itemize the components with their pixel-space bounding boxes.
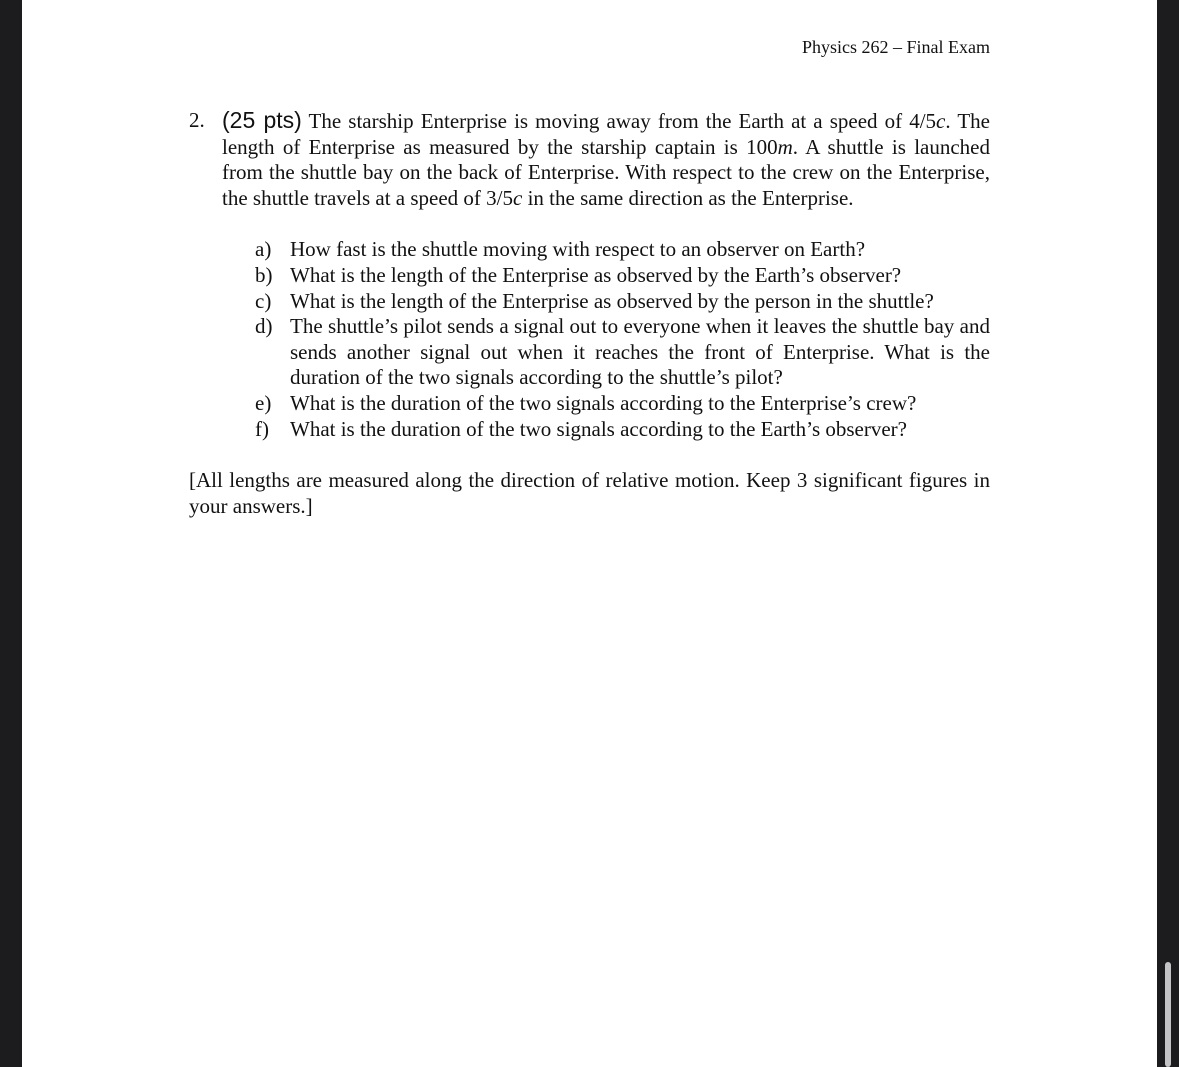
problem-points: (25 pts) xyxy=(222,107,302,133)
problem-note: [All lengths are measured along the direction of relative motion. Keep 3 significant figures in your answers.] xyxy=(189,468,990,518)
speed-unit-c: c xyxy=(936,109,946,133)
length-unit-m: m xyxy=(777,134,793,159)
sub-question-e xyxy=(255,391,990,417)
sub-question-label: a) xyxy=(255,237,272,262)
sub-question-text: What is the duration of the two signals according to the Enterprise’s crew? xyxy=(290,390,917,415)
vertical-scrollbar[interactable] xyxy=(1165,962,1171,1067)
sub-question-label: b) xyxy=(255,262,273,287)
sub-question-text: The shuttle’s pilot sends a signal out to everyone when it leaves the shuttle bay and sends another signal out when it reaches the front of Enterprise. What is the duration of the two signals according to the shuttle’s pilot? xyxy=(290,314,990,390)
problem-text xyxy=(222,108,990,211)
sub-question-text: How fast is the shuttle moving with respect to an observer on Earth? xyxy=(290,237,866,262)
sub-question-text: What is the duration of the two signals according to the Earth’s observer? xyxy=(290,416,907,441)
sub-question-d xyxy=(255,314,990,391)
sub-question-label: c) xyxy=(255,288,272,313)
sub-question-label: d) xyxy=(255,314,273,339)
problem-text-4: in the same direction as the Enterprise. xyxy=(522,185,854,210)
sub-question-text: What is the length of the Enterprise as observed by the Earth’s observer? xyxy=(290,262,902,287)
sub-question-c xyxy=(255,289,990,315)
sub-questions xyxy=(255,237,990,442)
problem-text-3: . A shuttle is launched from the shuttle bay on the back of Enterprise. With respect to the crew on the Enterprise, the shuttle travels at a speed of 3/5 xyxy=(222,134,990,210)
sub-question-a xyxy=(255,237,990,263)
sub-question-label: e) xyxy=(255,390,272,415)
problem-number: 2. xyxy=(189,108,205,132)
speed-unit-c-2: c xyxy=(513,185,523,210)
sub-question-label: f) xyxy=(255,416,269,441)
problem-statement xyxy=(189,108,990,211)
problem-2 xyxy=(189,108,990,519)
sub-question-text: What is the length of the Enterprise as observed by the person in the shuttle? xyxy=(290,288,934,313)
problem-text-1: The starship Enterprise is moving away from the Earth at a speed of 4/5 xyxy=(301,109,937,133)
sub-question-f xyxy=(255,417,990,443)
page-header: Physics 262 – Final Exam xyxy=(802,37,990,57)
sub-question-b xyxy=(255,263,990,289)
problem-text-2: . The length of Enterprise as measured by the starship captain is 100 xyxy=(222,109,990,159)
document-page xyxy=(22,0,1157,1067)
